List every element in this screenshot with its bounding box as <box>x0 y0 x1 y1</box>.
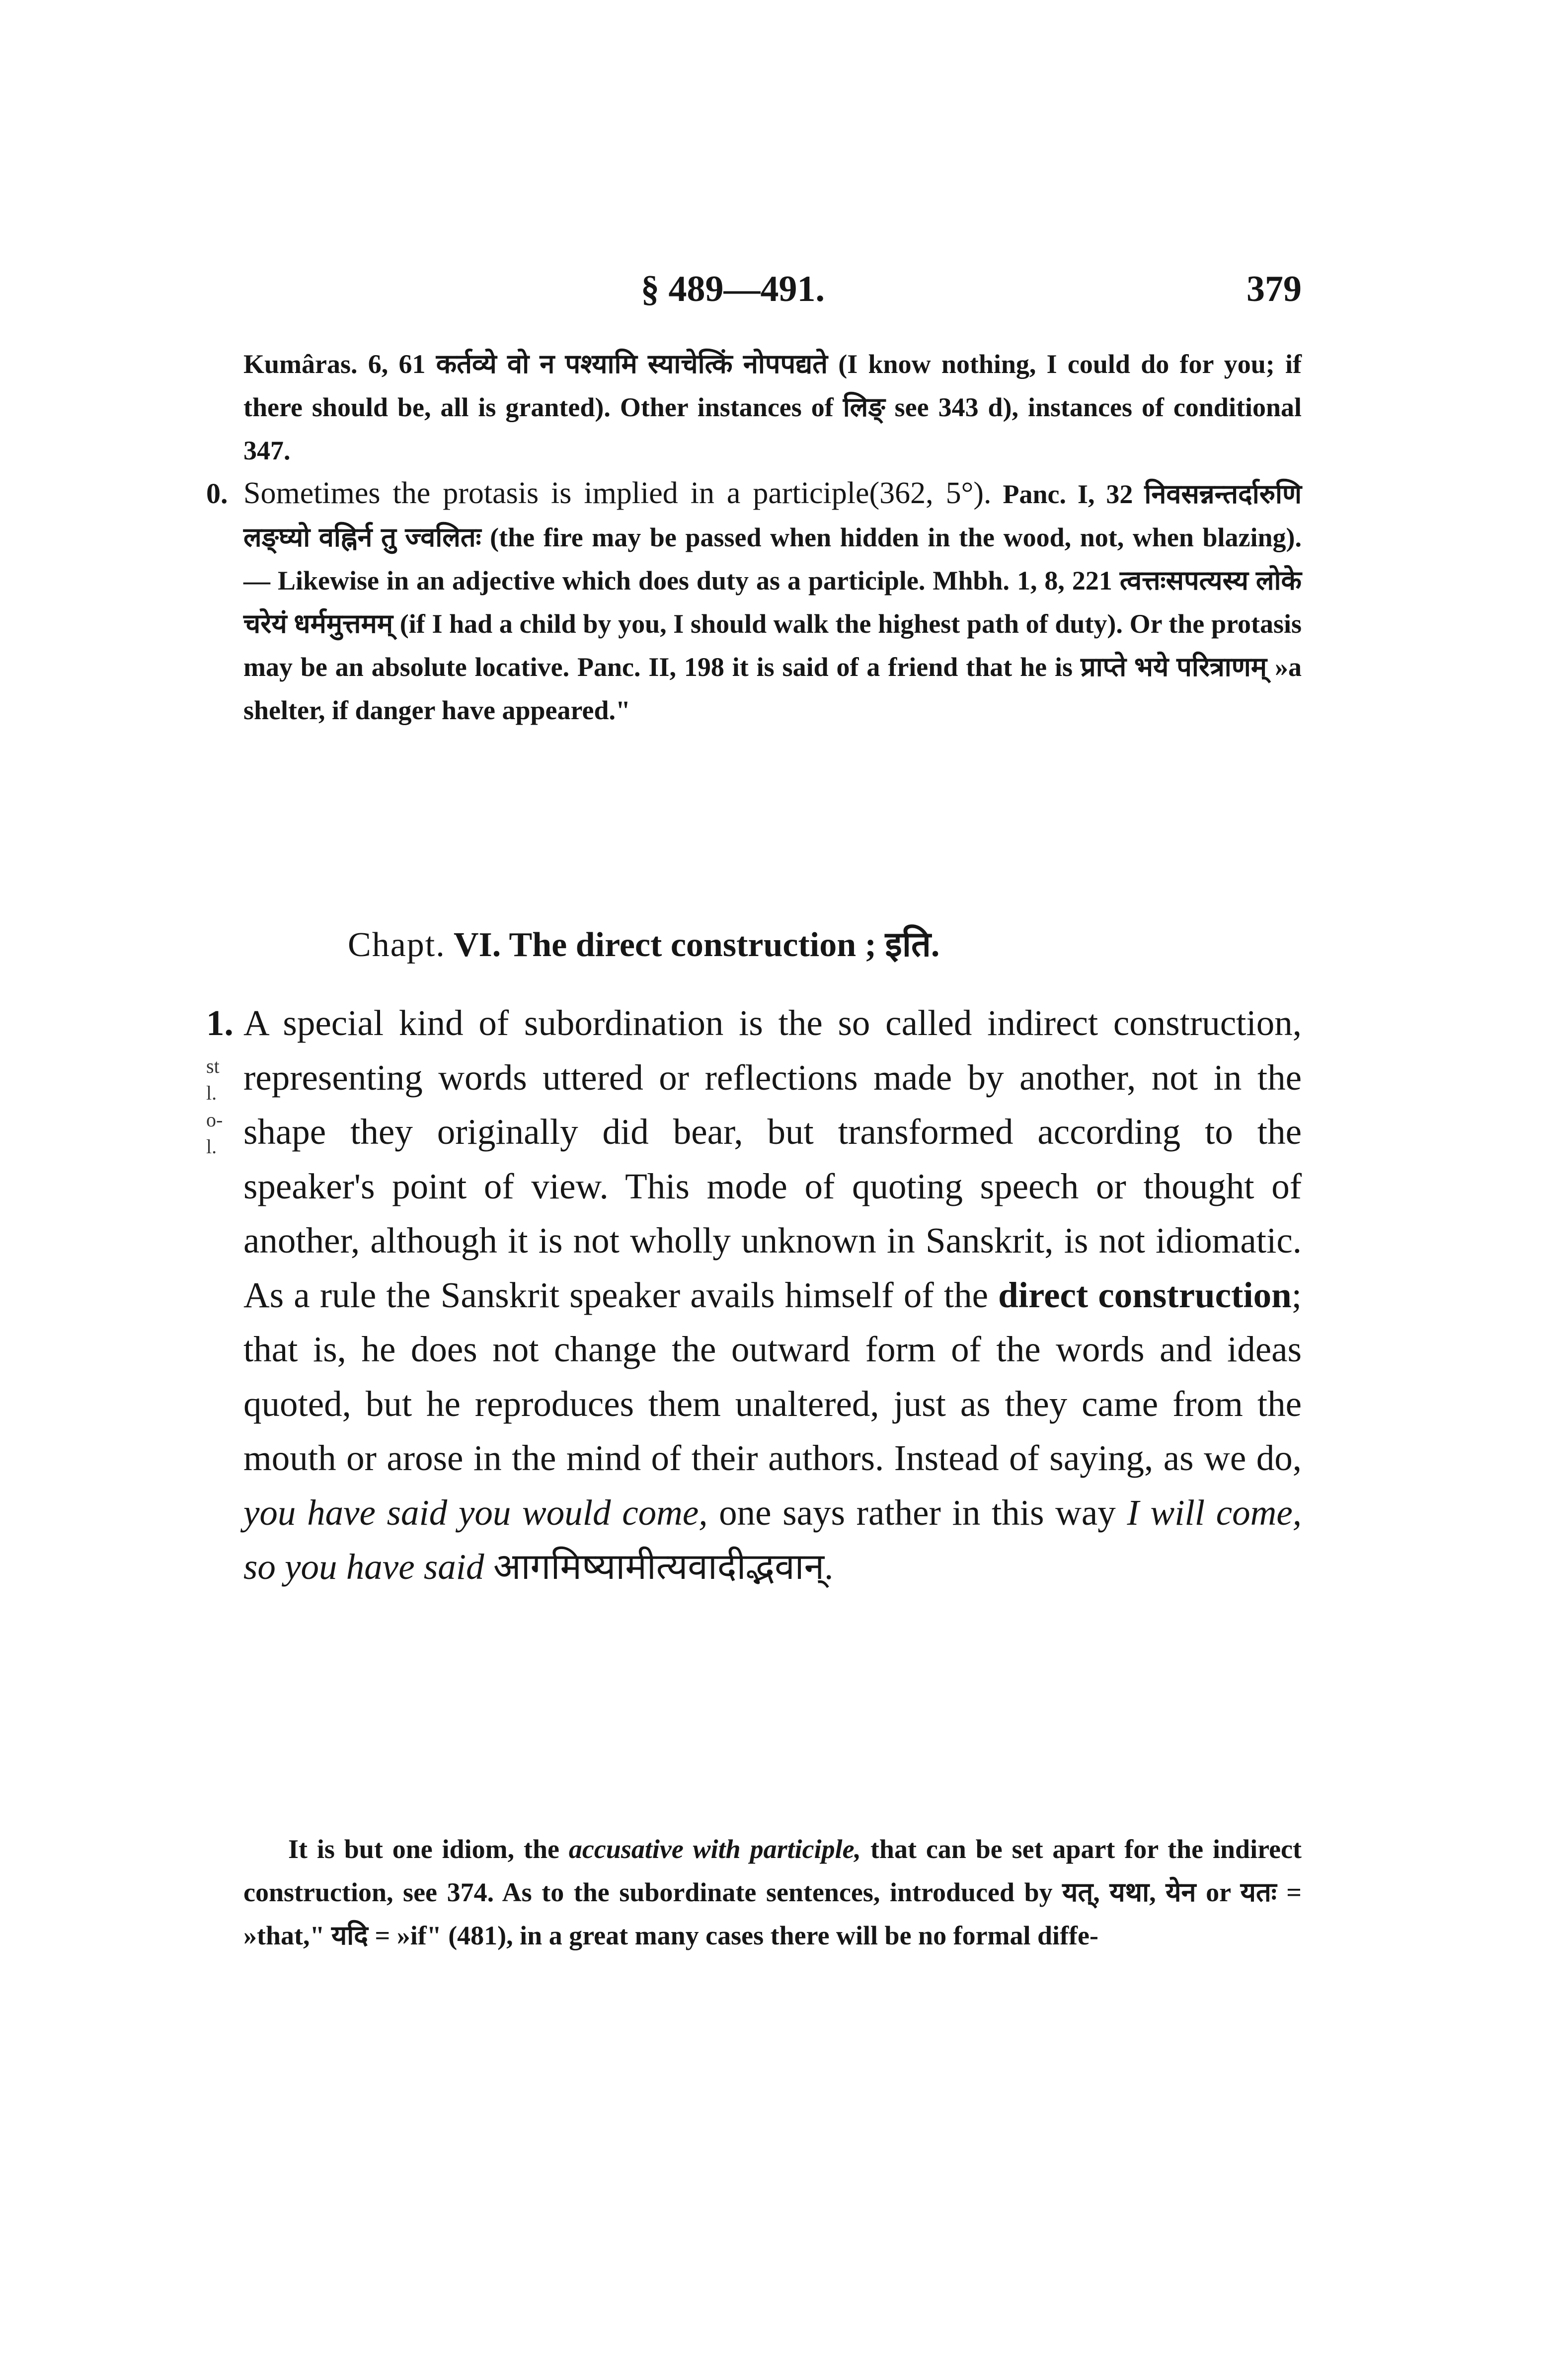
bottom-note <box>243 1828 1302 1957</box>
margin-marks <box>206 1053 226 1160</box>
section-491-text-b: ; that is, he does not change the outward form of the words and ideas quoted, but he reproduces them unaltered, just as they came from the mouth or arose in the mind of their authors. Instead of saying, as we do, <box>243 1274 1302 1478</box>
section-491-paragraph <box>243 996 1302 1594</box>
example-indirect: you have said you would come, <box>243 1492 708 1533</box>
top-note <box>243 343 1302 472</box>
chapter-heading <box>348 919 1242 967</box>
bottom-note-text-b: that can be set apart for the indirect construction, see 374. As to the subordinate sentences, introduced by यत्, यथा, येन or यतः = »that," यदि = »if" (481), in a great many cases there will be no formal diffe- <box>243 1834 1302 1950</box>
example-direct: I will come, so you have said <box>243 1492 1302 1587</box>
bottom-note-paragraph <box>243 1828 1302 1957</box>
section-490-rest: Panc. I, 32 निवसन्नन्तर्दारुणि लङ्घ्यो वह्निर्न तु ज्वलितः (the fire may be passed when hidden in the wood, not, when blazing). — Likewise in an adjective which does duty as a participle. Mhbh. 1, 8, 221 त्वत्तःसपत्यस्य लोके चरेयं धर्ममुत्तमम् (if I had a child by you, I should walk the highest path of duty). Or the protasis may be an absolute locative. Panc. II, 198 it is said of a friend that he is प्राप्ते भये परित्राणम् »a shelter, if danger have appeared." <box>243 479 1302 725</box>
chapter-devanagari: इति. <box>885 926 940 964</box>
section-490-number: 0. <box>206 477 228 510</box>
bottom-note-text-a: It is but one idiom, the <box>288 1834 559 1864</box>
section-491-text-c: one says rather in this way <box>719 1492 1116 1533</box>
section-490-lead: Sometimes the protasis is implied in a participle(362, 5°). <box>243 476 992 510</box>
margin-mark: st <box>206 1055 220 1077</box>
section-490-text <box>243 472 1302 732</box>
chapter-label: Chapt. <box>348 926 446 964</box>
chapter-title: The direct construction ; <box>509 926 876 964</box>
section-491 <box>206 996 1302 1594</box>
chapter-number: VI. <box>453 926 501 964</box>
top-note-paragraph: Kumâras. 6, 61 कर्तव्ये वो न पश्यामि स्याचेत्किं नोपपद्यते (I know nothing, I could do for you; if there should be, all is granted). Other instances of लिङ् see 343 d), instances of conditional 347. <box>243 349 1302 465</box>
direct-construction-term: direct construction <box>998 1274 1292 1315</box>
example-devanagari: आगमिष्यामीत्यवादीद्भवान्. <box>493 1547 834 1587</box>
margin-mark: o- <box>206 1109 223 1131</box>
margin-mark: l. <box>206 1135 217 1158</box>
page-number: 379 <box>1246 269 1302 309</box>
section-491-number: 1. <box>206 1003 234 1043</box>
bottom-note-italic: accusative with participle, <box>568 1834 861 1864</box>
margin-mark: l. <box>206 1082 217 1104</box>
section-491-text-a: A special kind of subordination is the so called indirect construction, representing words uttered or reflections made by another, not in the shape they originally did bear, but transformed according to the speaker's point of view. This mode of quoting speech or thought of another, although it is not wholly unknown in Sanskrit, is not idiomatic. As a rule the Sanskrit speaker avails himself of the <box>243 1003 1302 1315</box>
page-header <box>243 268 1302 313</box>
section-range: § 489—491. <box>641 269 825 309</box>
section-490 <box>206 472 1302 732</box>
